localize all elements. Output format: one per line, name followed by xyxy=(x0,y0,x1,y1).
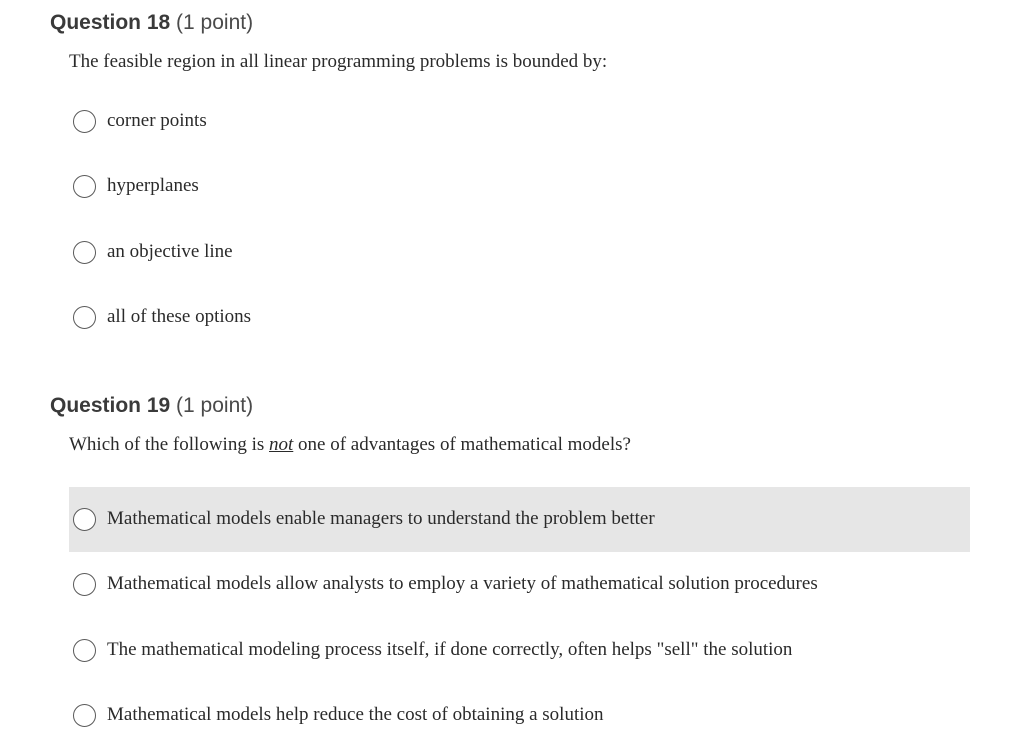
question-number: Question 19 xyxy=(50,394,171,417)
answer-option-solution-procedures[interactable] xyxy=(69,552,970,617)
option-label[interactable]: Mathematical models enable managers to understand the problem better xyxy=(107,508,655,529)
question-points: (1 point) xyxy=(176,11,254,34)
answer-option-objective-line[interactable] xyxy=(69,220,970,285)
prompt-emphasis: not xyxy=(269,434,294,455)
answer-option-sell-solution[interactable] xyxy=(69,618,970,683)
radio-button[interactable] xyxy=(73,704,96,727)
answer-option-reduce-cost[interactable] xyxy=(69,683,970,748)
option-label[interactable]: hyperplanes xyxy=(107,175,199,196)
question-prompt: The feasible region in all linear programming problems is bounded by: xyxy=(69,51,608,72)
option-label[interactable]: corner points xyxy=(107,110,207,131)
option-label[interactable]: all of these options xyxy=(107,306,252,327)
question-heading xyxy=(50,393,253,419)
question-heading xyxy=(50,10,253,36)
radio-button[interactable] xyxy=(73,306,96,329)
question-points: (1 point) xyxy=(176,394,254,417)
answer-option-all-of-these[interactable] xyxy=(69,285,970,350)
question-number: Question 18 xyxy=(50,11,171,34)
option-label[interactable]: Mathematical models help reduce the cost of obtaining a solution xyxy=(107,704,604,725)
radio-button[interactable] xyxy=(73,639,96,662)
radio-button[interactable] xyxy=(73,508,96,531)
radio-button[interactable] xyxy=(73,573,96,596)
prompt-text-before: Which of the following is xyxy=(69,434,265,455)
answer-option-corner-points[interactable] xyxy=(69,89,970,154)
radio-button[interactable] xyxy=(73,241,96,264)
prompt-text-after: one of advantages of mathematical models? xyxy=(298,434,631,455)
answer-option-understand-problem[interactable] xyxy=(69,487,970,552)
option-label[interactable]: an objective line xyxy=(107,241,233,262)
radio-button[interactable] xyxy=(73,175,96,198)
option-label[interactable]: Mathematical models allow analysts to employ a variety of mathematical solution procedures xyxy=(107,573,818,594)
option-label[interactable]: The mathematical modeling process itself, if done correctly, often helps "sell" the solution xyxy=(107,639,793,660)
question-prompt xyxy=(69,433,631,457)
answer-option-hyperplanes[interactable] xyxy=(69,154,970,219)
radio-button[interactable] xyxy=(73,110,96,133)
